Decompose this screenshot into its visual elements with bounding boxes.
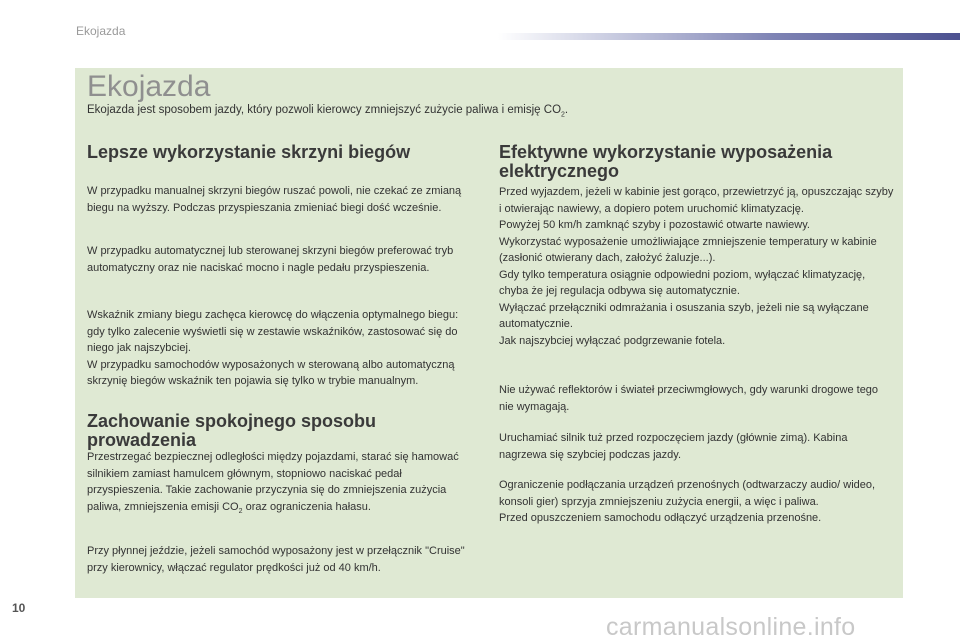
para-air-conditioning: Przed wyjazdem, jeżeli w kabinie jest gorąco, przewietrzyć ją, opuszczając szyby i otwierając nawiewy, a dopiero potem uruchomić klimatyzację. Powyżej 50 km/h zamknąć szyby i pozostawić otwarte nawiewy. Wykorzystać wyposażenie umożliwiające zmniejszenie temperatury w kabinie (zasłonić otwierany dach, założyć żaluzje...). Gdy tylko temperatura osiągnie odpowiedni poziom, wyłączać klimatyzację, chyba że jej regulacja odbywa się automatycznie. Wyłączać przełączniki odmrażania i osuszania szyb, jeżeli nie są wyłączane automatycznie. Jak najszybciej wyłączać podgrzewanie fotela. <box>499 186 894 347</box>
page-title: Ekojazda <box>87 70 211 103</box>
para-safe-distance: Przestrzegać bezpiecznej odległości między pojazdami, starać się hamować silnikiem zamiast hamulcem głównym, stopniowo naciskać pedał przyspieszenia. Takie zachowanie przyczynia się do zmniejszenia zużycia paliwa, zmniejszenia emisji $CO_2$ oraz ograniczenia hałasu. <box>87 451 459 515</box>
section-header: Ekojazda <box>76 24 126 38</box>
para-manual-gearbox: W przypadku manualnej skrzyni biegów ruszać powoli, nie czekać ze zmianą biegu na wyższy. Podczas przyspieszania zmieniać biegi dość wcześnie. <box>87 185 462 214</box>
heading-calm-driving: Zachowanie spokojnego sposobu prowadzenia <box>87 411 377 450</box>
header-gradient-bar <box>498 33 960 40</box>
page-number: 10 <box>12 601 26 615</box>
watermark: carmanualsonline.info <box>606 613 856 641</box>
heading-gearbox: Lepsze wykorzystanie skrzyni biegów <box>87 142 411 162</box>
para-engine-start: Uruchamiać silnik tuż przed rozpoczęciem jazdy (głównie zimą). Kabina nagrzewa się szybciej podczas jazdy. <box>499 432 848 461</box>
intro-text: Ekojazda jest sposobem jazdy, który pozwoli kierowcy zmniejszyć zużycie paliwa i emisję $CO_2$. <box>87 104 569 119</box>
para-gear-indicator: Wskaźnik zmiany biegu zachęca kierowcę do włączenia optymalnego biegu: gdy tylko zalecenie wyświetli się w zestawie wskaźników, zastosować się do niego jak najszybciej. W przypadku samochodów wyposażonych w sterowaną albo automatyczną skrzynię biegów wskaźnik ten pojawia się tylko w trybie manualnym. <box>87 309 459 387</box>
para-fog-lights: Nie używać reflektorów i świateł przeciwmgłowych, gdy warunki drogowe tego nie wymagają. <box>499 384 879 413</box>
para-portable-devices: Ograniczenie podłączania urządzeń przenośnych (odtwarzaczy audio/ wideo, konsoli gier) sprzyja zmniejszeniu zużycia energii, a więc i paliwa. Przed opuszczeniem samochodu odłączyć urządzenia przenośne. <box>499 479 876 524</box>
heading-electrical-equipment: Efektywne wykorzystanie wyposażenia elektrycznego <box>499 142 833 181</box>
para-cruise-control: Przy płynnej jeździe, jeżeli samochód wyposażony jest w przełącznik "Cruise" przy kierownicy, włączać regulator prędkości już od 40 km/h. <box>87 545 465 574</box>
para-automatic-gearbox: W przypadku automatycznej lub sterowanej skrzyni biegów preferować tryb automatyczny oraz nie naciskać mocno i nagle pedału przyspieszenia. <box>87 245 454 274</box>
